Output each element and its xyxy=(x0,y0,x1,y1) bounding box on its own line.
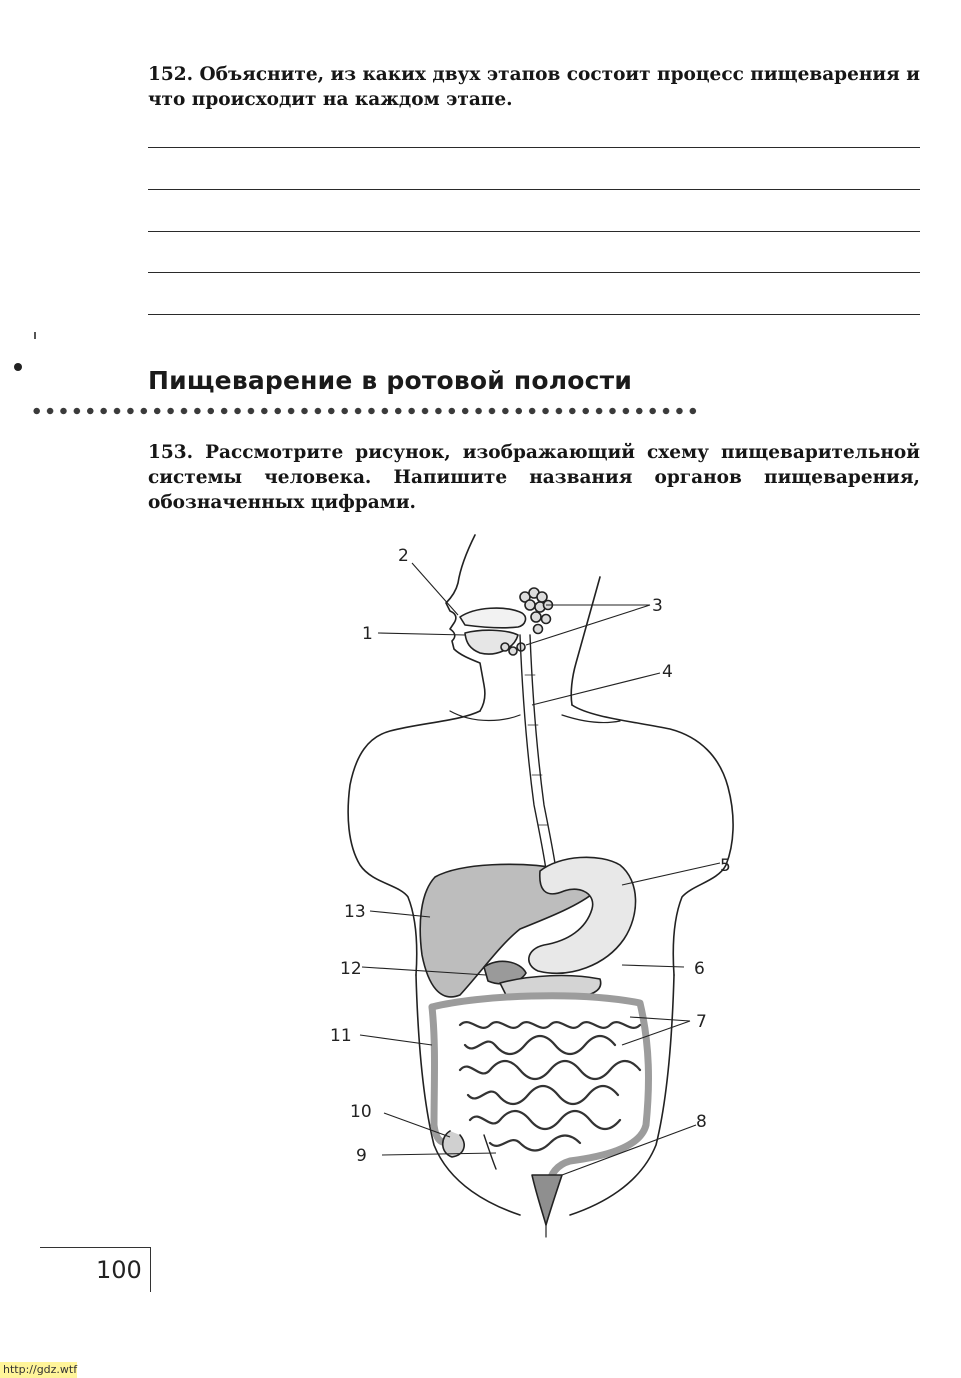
callout-8: 8 xyxy=(696,1112,707,1132)
answer-line[interactable] xyxy=(148,231,920,232)
margin-bullet xyxy=(14,363,22,371)
callout-13: 13 xyxy=(344,902,366,922)
answer-line[interactable] xyxy=(148,147,920,148)
callout-5: 5 xyxy=(720,856,731,876)
answer-line[interactable] xyxy=(148,272,920,273)
task-152 xyxy=(148,62,920,112)
callout-2: 2 xyxy=(398,546,409,566)
page-number: 100 xyxy=(96,1256,142,1284)
callout-1: 1 xyxy=(362,624,373,644)
task-153-text: Рассмотрите рисунок, изображающий схему пищеварительной системы человека. Напишите названия органов пищеварения, обозначенных цифрами. xyxy=(148,442,920,513)
task-152-text: Объясните, из каких двух этапов состоит процесс пищеварения и что происходит на каждом этапе. xyxy=(148,64,920,110)
callout-10: 10 xyxy=(350,1102,372,1122)
callout-11: 11 xyxy=(330,1026,352,1046)
answer-line[interactable] xyxy=(148,189,920,190)
section-title: Пищеварение в ротовой полости xyxy=(148,366,633,395)
task-152-number: 152. xyxy=(148,64,194,85)
margin-mark xyxy=(34,332,36,339)
task-153 xyxy=(148,440,920,515)
callout-7: 7 xyxy=(696,1012,707,1032)
answer-line[interactable] xyxy=(148,314,920,315)
digestive-system-figure xyxy=(300,525,780,1245)
callout-4: 4 xyxy=(662,662,673,682)
callout-6: 6 xyxy=(694,959,705,979)
watermark-link[interactable]: http://gdz.wtf xyxy=(0,1362,77,1378)
back-of-neck xyxy=(571,577,600,705)
callout-3: 3 xyxy=(652,596,663,616)
callout-9: 9 xyxy=(356,1146,367,1166)
callout-12: 12 xyxy=(340,959,362,979)
task-153-number: 153. xyxy=(148,442,194,463)
dotted-divider xyxy=(30,404,698,418)
